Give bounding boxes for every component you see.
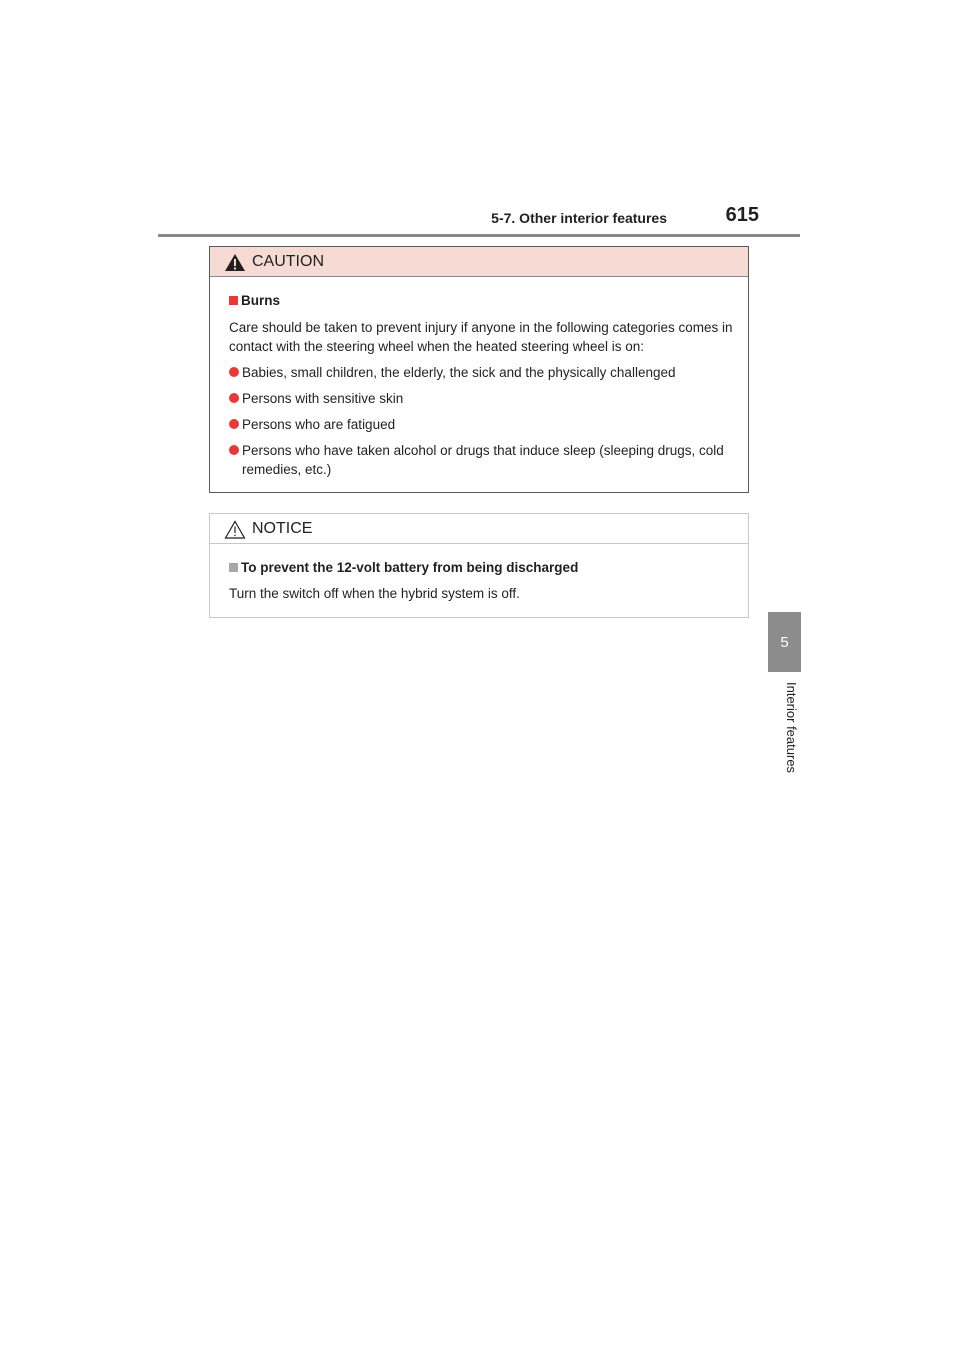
notice-title: NOTICE [252,519,313,537]
caution-intro-wrap [229,318,740,356]
notice-subhead [229,558,740,577]
list-item [229,389,740,408]
notice-subhead-text: To prevent the 12-volt battery from being discharged [241,560,579,575]
list-item-text: Persons with sensitive skin [242,391,404,406]
notice-body [210,544,748,603]
notice-header [210,514,748,544]
square-bullet-icon [229,296,238,305]
notice-text: Turn the switch off when the hybrid system is off. [229,586,520,601]
caution-header [210,247,748,277]
round-bullet-icon [229,445,239,455]
chapter-number: 5 [780,633,789,651]
caution-subhead [229,291,740,310]
round-bullet-icon [229,367,239,377]
page-number: 615 [725,204,759,226]
round-bullet-icon [229,393,239,403]
caution-title: CAUTION [252,252,324,270]
warning-triangle-outline-icon [224,520,246,539]
list-item [229,415,740,434]
list-item-text: Persons who have taken alcohol or drugs that induce sleep (sleeping drugs, cold remedies, etc.) [242,443,724,477]
list-item [229,441,740,479]
list-item-text: Persons who are fatigued [242,417,396,432]
chapter-label: Interior features [784,682,799,774]
round-bullet-icon [229,419,239,429]
section-title: 5-7. Other interior features [491,210,667,226]
square-bullet-icon [229,563,238,572]
page-header [158,200,800,237]
chapter-tab [768,612,801,672]
warning-triangle-icon [224,253,246,272]
list-item [229,363,740,382]
list-item-text: Babies, small children, the elderly, the sick and the physically challenged [242,365,676,380]
notice-box [209,513,749,618]
caution-body [210,277,748,479]
caution-subhead-text: Burns [241,293,281,308]
caution-intro: Care should be taken to prevent injury if anyone in the following categories comes in contact with the steering wheel when the heated steering wheel is on: [229,320,733,354]
caution-box [209,246,749,493]
